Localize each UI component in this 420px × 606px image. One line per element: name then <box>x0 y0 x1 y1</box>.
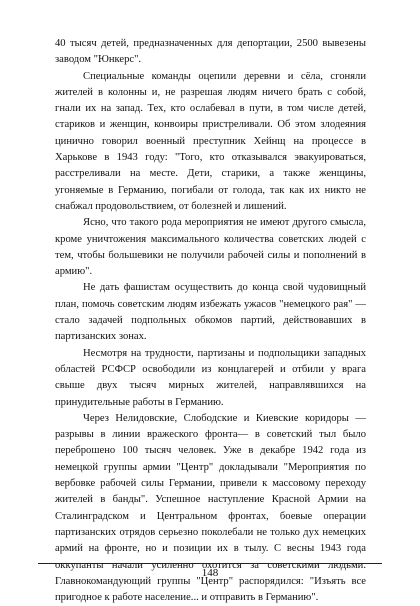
paragraph-2: Специальные команды оцепили деревни и сёла, сгоняли жителей в колонны и, не разрешая людям ничего брать с собой, гнали их на запад. Тех, кто ослабевал в пути, в том числе детей, стариков и женщин, конвоиры пристреливали. Об этом злодеяния цинично говорил военный преступник Хейнщ на процессе в Харькове в 1943 году: "Того, кто отказывался эвакуироваться, расстреливали на месте. Дети, старики, а также женщины, угоняемые в Германию, погибали от голода, так как их никто не снабжал продовольствием, от болезней и лишений. <box>55 70 366 212</box>
paragraph-5: Несмотря на трудности, партизаны и подпольщики западных областей РСФСР освободили из концлагерей и отбили у врага свыше двух тысяч мирных жителей, направлявшихся на принудительные работы в Германию. <box>55 347 366 408</box>
paragraph-4: Не дать фашистам осуществить до конца свой чудовищный план, помочь советским людям избежать ужасов "немецкого рая" — стало задачей подпольных обкомов партий, действовавших в партизанских зонах. <box>55 282 366 343</box>
paragraph-1: 40 тысяч детей, предназначенных для депортации, 2500 вывезены заводом "Юнкерс". <box>55 38 366 66</box>
footer-rule <box>38 563 382 564</box>
page-body <box>55 36 366 606</box>
paragraph-3: Ясно, что такого рода мероприятия не имеют другого смысла, кроме уничтожения максимального количества советских людей с тем, чтобы большевики не получили рабочей силы и пополнений в армию". <box>55 217 366 278</box>
page-number: 148 <box>201 567 219 579</box>
paragraph-6: Через Нелидовские, Слободские и Киевские коридоры — разрывы в линии вражеского фронта— в советский тыл было переброшено 100 тысяч человек. Уже в декабре 1942 года из немецкой группы армии "Центр" докладывали "Мероприятия по вербовке рабочей силы Германии, привели к массовому переходу жителей в банды". Успешное наступление Красной Армии на Сталинградском и Центральном фронтах, боевые операции партизанских отрядов серьезно поколебали не только дух немецких армий на фронте, но и позиции их в тылу. С весны 1943 года оккупанты начали усиленно охотится за советскими людьми. Главнокомандующий группы "Центр" распорядился: "Изъять все пригодное к работе население... и отправить в Германию". <box>55 412 366 604</box>
